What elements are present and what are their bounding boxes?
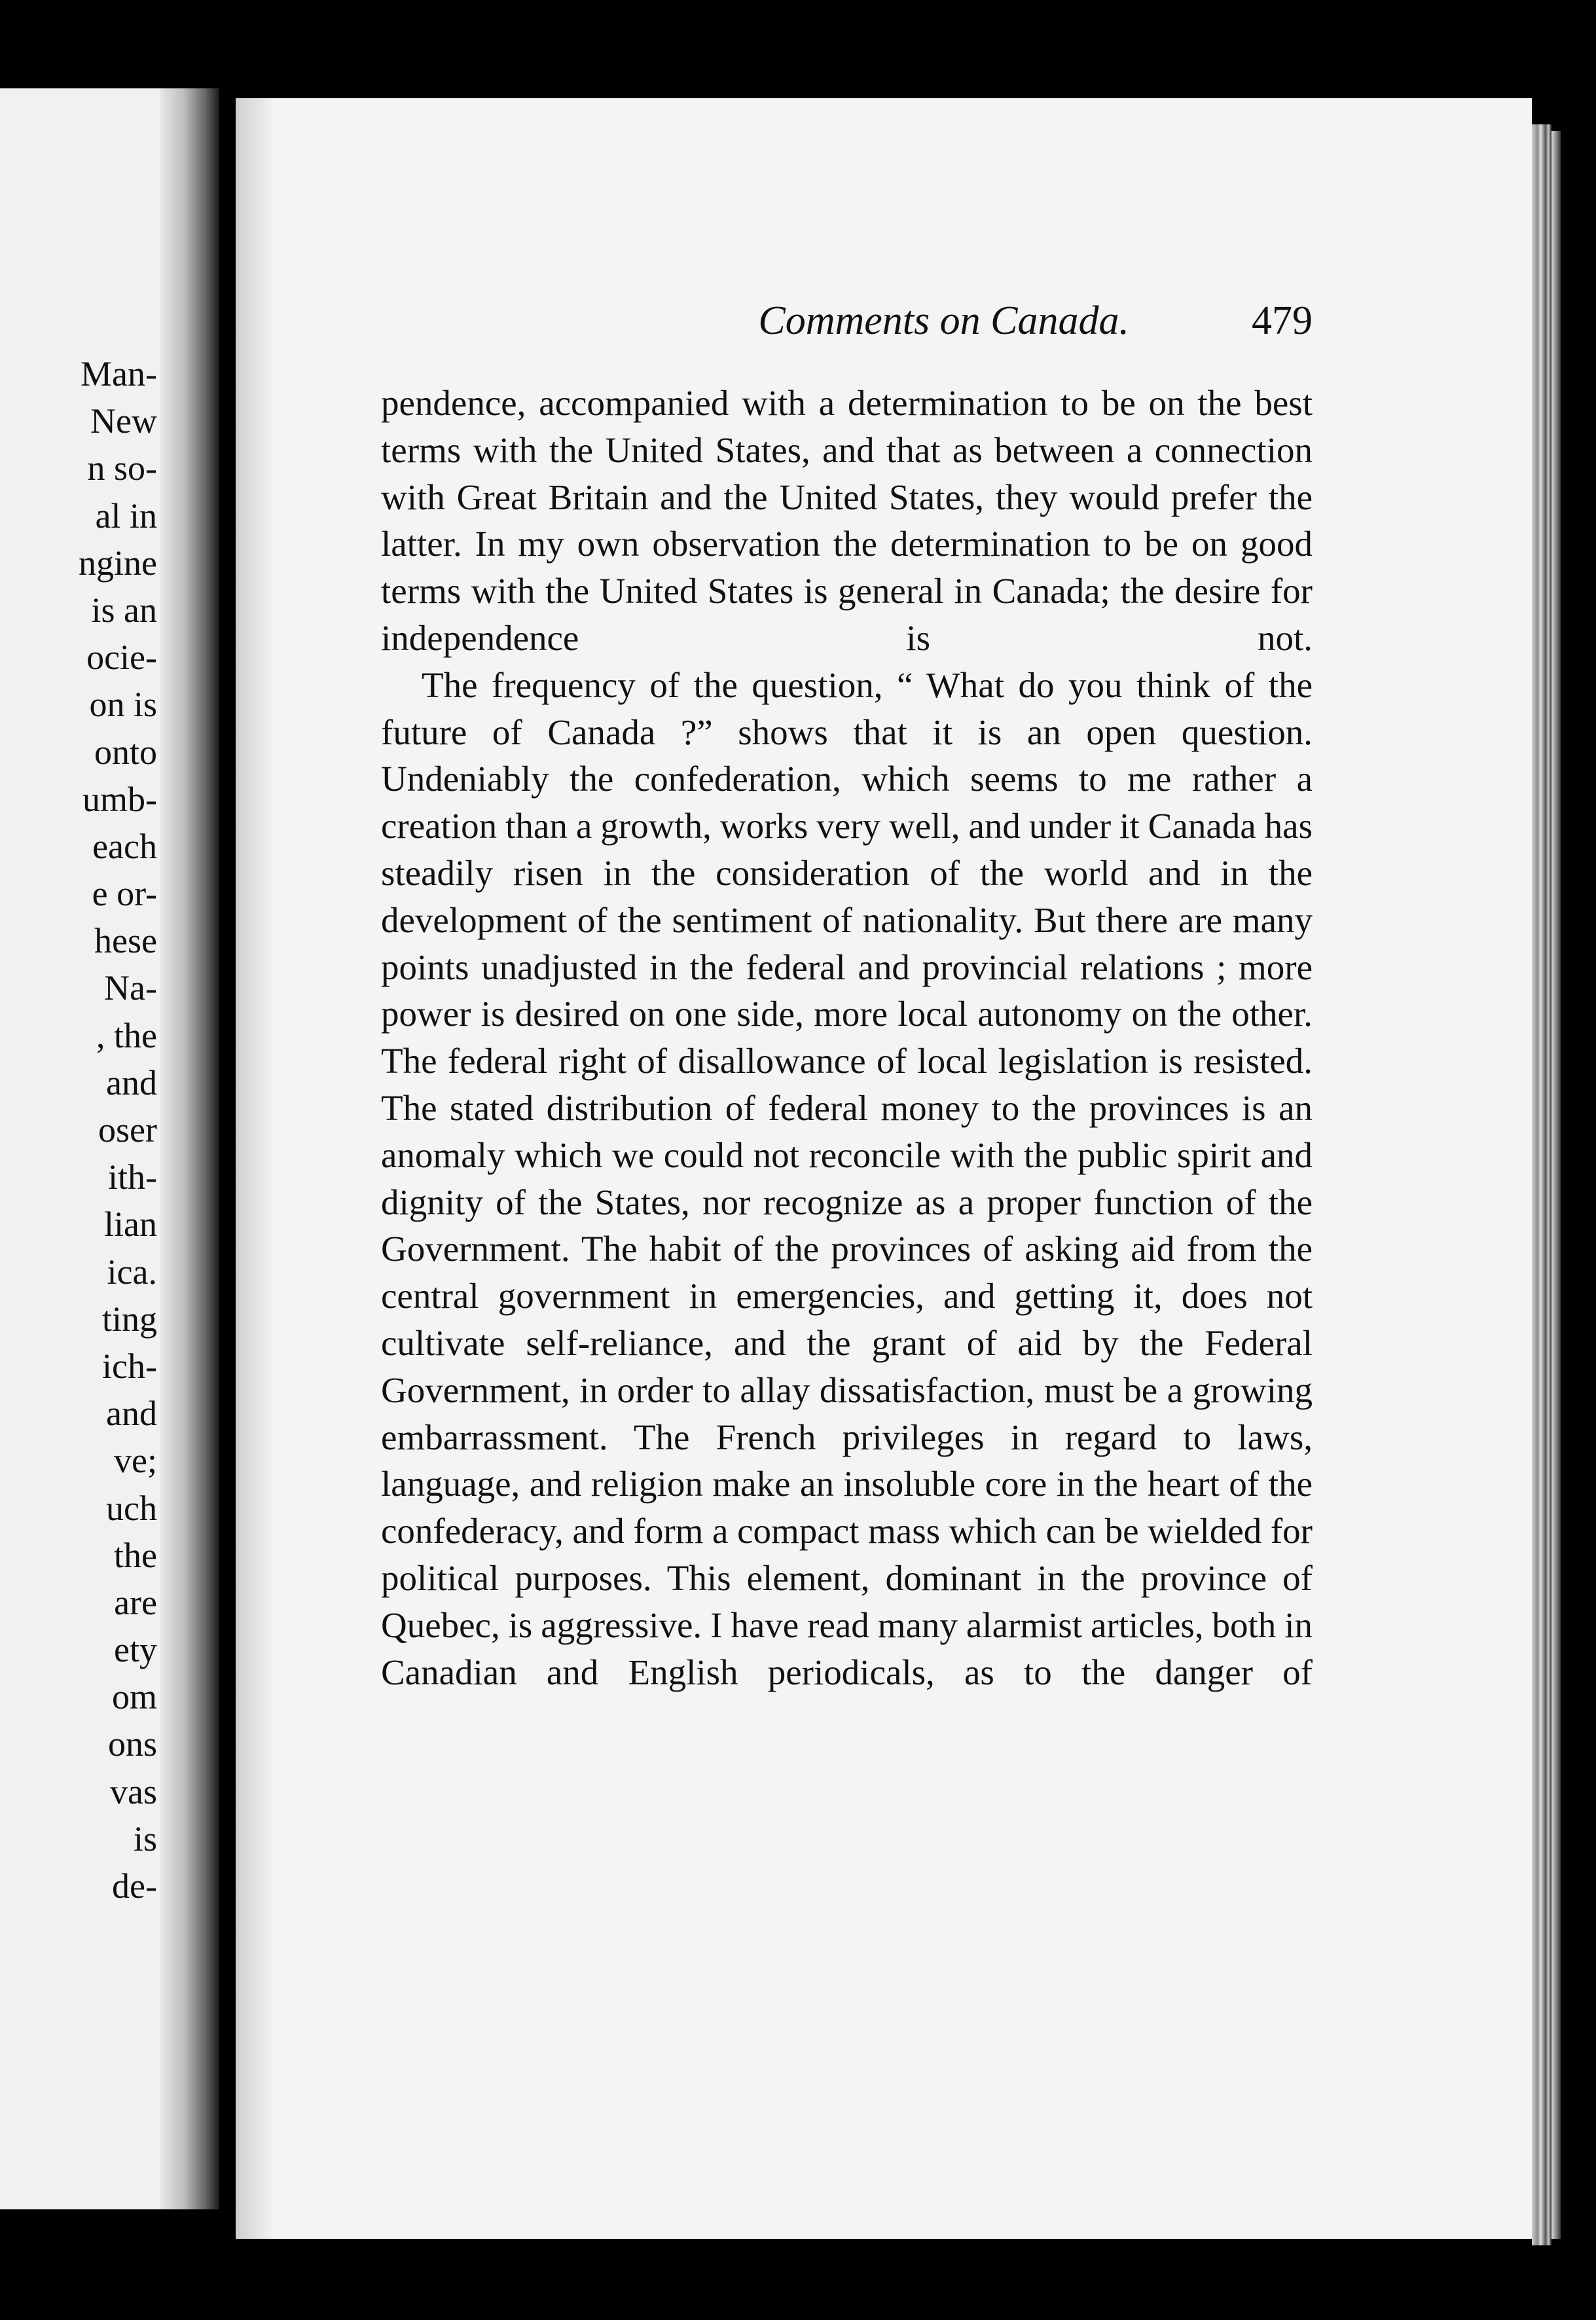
left-page-line-fragment: al in	[95, 496, 157, 535]
left-page-line-fragment: New	[90, 401, 157, 441]
left-page-line-fragment: , the	[96, 1015, 157, 1055]
left-page-line-fragment: umb-	[82, 779, 157, 819]
left-page-line-fragment: each	[92, 826, 157, 866]
left-page-text-fragments	[0, 350, 157, 1910]
page-stack-edge-outer	[1551, 131, 1561, 2239]
right-page	[236, 98, 1532, 2239]
left-page-line-fragment: ith-	[108, 1157, 157, 1197]
page-header	[236, 295, 1313, 347]
left-page-line-fragment: ngine	[79, 543, 157, 583]
left-page-line-fragment: ting	[101, 1299, 157, 1339]
left-page-line-fragment: hese	[94, 921, 157, 961]
left-page-line-fragment: is	[133, 1819, 157, 1858]
left-page-line-fragment: the	[114, 1535, 157, 1575]
left-page-line-fragment: ica.	[107, 1252, 157, 1292]
paragraph-continued: pendence, accompanied with a determination to be on the best terms with the United States, and that as between a connection with Great Britain and the United States, they would prefer the latter. In my own observation the determination to be on good terms with the United States is general in Canada; the desire for independence is not.	[381, 383, 1313, 658]
left-page-line-fragment: is an	[91, 590, 157, 630]
left-page-line-fragment: and	[106, 1394, 157, 1434]
body-text	[381, 380, 1313, 1695]
left-page-line-fragment: ons	[107, 1724, 157, 1764]
left-page-line-fragment: ety	[114, 1630, 157, 1670]
left-page-line-fragment: de-	[112, 1866, 157, 1906]
left-page-line-fragment: lian	[104, 1205, 157, 1244]
left-page-line-fragment: e or-	[92, 874, 157, 914]
left-page-line-fragment: onto	[94, 732, 157, 772]
left-page-line-fragment: vas	[110, 1771, 157, 1811]
left-page-line-fragment: n so-	[87, 448, 157, 488]
left-page-line-fragment: Man-	[81, 354, 157, 393]
left-page-line-fragment: om	[111, 1677, 157, 1717]
left-page-line-fragment: ve;	[114, 1441, 157, 1481]
left-page-line-fragment: on is	[89, 685, 157, 725]
left-page-line-fragment: are	[114, 1582, 157, 1622]
page-curve-shadow	[236, 98, 275, 2239]
left-page-line-fragment: ich-	[102, 1346, 157, 1386]
page-number: 479	[1252, 299, 1313, 343]
left-page-line-fragment: uch	[106, 1488, 157, 1528]
left-page-line-fragment: ocie-	[86, 638, 157, 678]
left-page-line-fragment: oser	[98, 1110, 157, 1150]
page-stack-edge	[1532, 124, 1551, 2245]
running-head: Comments on Canada.	[758, 299, 1129, 343]
book-gutter-shadow	[160, 88, 219, 2209]
paragraph-future-of-canada: The frequency of the question, “ What do you think of the future of Canada ?” shows that it is an open question. Undeniably the confederation, which seems to me rather a creation than a growth, works very well, and under it Canada has steadily risen in the consideration of the world and in the development of the sentiment of nationality. But there are many points unadjusted in the federal and provincial relations ; more power is desired on one side, more local autonomy on the other. The federal right of disallowance of local legislation is resisted. The stated distribution of federal money to the provinces is an anomaly which we could not reconcile with the public spirit and dignity of the States, nor recognize as a proper function of the Government. The habit of the provinces of asking aid from the central government in emergencies, and getting it, does not cultivate self-reliance, and the grant of aid by the Federal Government, in order to allay dissatisfaction, must be a growing embarrassment. The French privileges in regard to laws, language, and religion make an insoluble core in the heart of the confederacy, and form a compact mass which can be wielded for political purposes. This element, dominant in the province of Quebec, is aggressive. I have read many alarmist articles, both in Canadian and English periodicals, as to the danger of	[381, 664, 1313, 1692]
left-page-line-fragment: Na-	[104, 968, 157, 1008]
left-page-line-fragment: and	[106, 1062, 157, 1102]
